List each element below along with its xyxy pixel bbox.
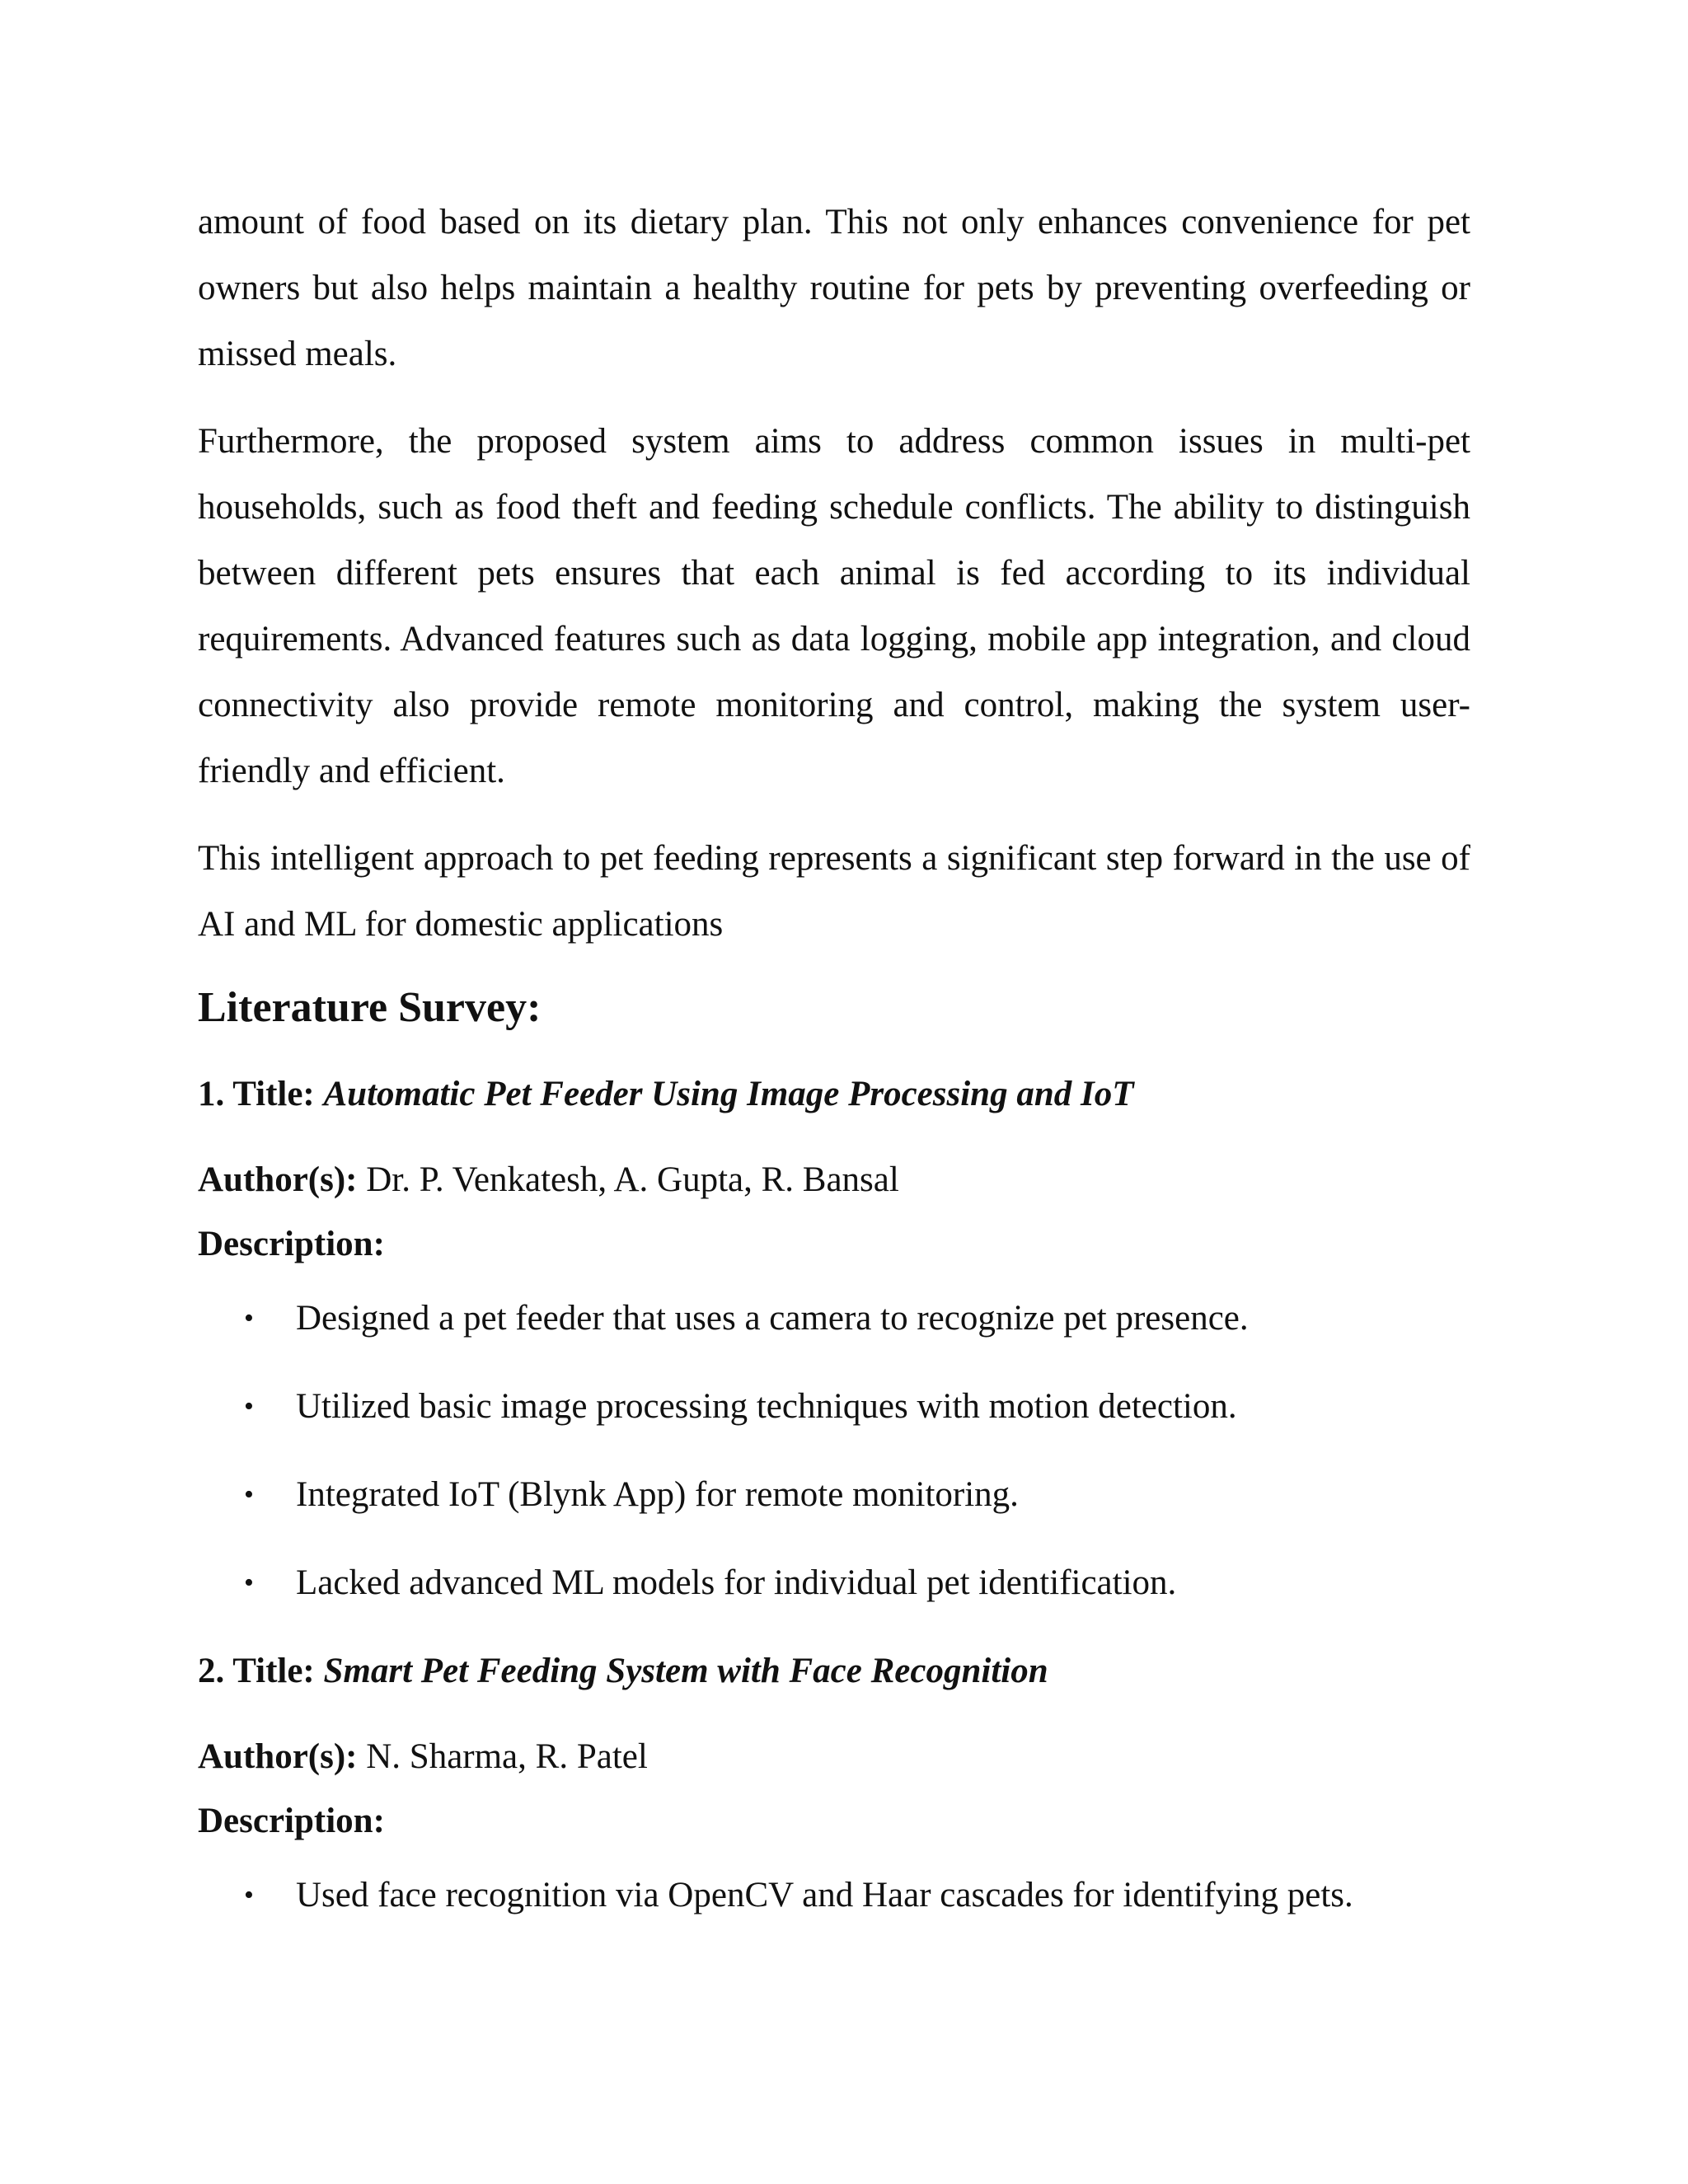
bullet-icon: • xyxy=(244,1568,254,1598)
list-item-text: Integrated IoT (Blynk App) for remote monitoring. xyxy=(296,1475,1019,1514)
section-heading-literature-survey: Literature Survey: xyxy=(198,984,542,1031)
bullet-icon: • xyxy=(244,1479,254,1510)
list-item-text: Used face recognition via OpenCV and Haar cascades for identifying pets. xyxy=(296,1876,1353,1915)
list-item xyxy=(198,1294,1470,1343)
description-label: Description: xyxy=(198,1225,385,1263)
list-item-text: Designed a pet feeder that uses a camera to recognize pet presence. xyxy=(296,1299,1249,1338)
bullet-icon: • xyxy=(244,1303,254,1333)
intro-paragraph-3: This intelligent approach to pet feeding represents a significant step forward in the use of AI and ML for domestic applications xyxy=(198,839,1470,944)
list-item xyxy=(198,1382,1470,1432)
bullet-icon: • xyxy=(244,1880,254,1910)
authors-value: N. Sharma, R. Patel xyxy=(366,1737,648,1776)
description-list xyxy=(198,1871,1470,1920)
survey-entry-2 xyxy=(198,1647,1470,1920)
intro-paragraph-2: Furthermore, the proposed system aims to address common issues in multi-pet households, such as food theft and feeding schedule conflicts. The ability to distinguish between different pets ensures that each animal is fed according to its individual requirements. Advanced features such as data logging, mobile app integration, and cloud connectivity also provide remote monitoring and control, making the system user-friendly and efficient. xyxy=(198,422,1470,790)
list-item-text: Lacked advanced ML models for individual pet identification. xyxy=(296,1563,1177,1602)
document-page xyxy=(198,190,1470,1959)
entry-title-line xyxy=(198,1070,1470,1119)
entry-title-text: Automatic Pet Feeder Using Image Processing and IoT xyxy=(323,1075,1134,1113)
list-item xyxy=(198,1470,1470,1520)
entry-title-text: Smart Pet Feeding System with Face Recognition xyxy=(323,1652,1048,1690)
entry-title-label: 2. Title: xyxy=(198,1652,315,1690)
authors-label: Author(s): xyxy=(198,1160,358,1199)
entry-title-label: 1. Title: xyxy=(198,1075,315,1113)
survey-entry-1 xyxy=(198,1070,1470,1608)
bullet-icon: • xyxy=(244,1391,254,1422)
entry-authors-line xyxy=(198,1732,1470,1782)
list-item-text: Utilized basic image processing techniques with motion detection. xyxy=(296,1387,1237,1426)
description-label: Description: xyxy=(198,1802,385,1840)
description-list xyxy=(198,1294,1470,1608)
list-item xyxy=(198,1871,1470,1920)
authors-value: Dr. P. Venkatesh, A. Gupta, R. Bansal xyxy=(366,1160,899,1199)
entry-authors-line xyxy=(198,1155,1470,1205)
intro-paragraph-1: amount of food based on its dietary plan. This not only enhances convenience for pet owners but also helps maintain a healthy routine for pets by preventing overfeeding or missed meals. xyxy=(198,203,1470,373)
entry-title-line xyxy=(198,1647,1470,1696)
authors-label: Author(s): xyxy=(198,1737,358,1776)
list-item xyxy=(198,1558,1470,1608)
